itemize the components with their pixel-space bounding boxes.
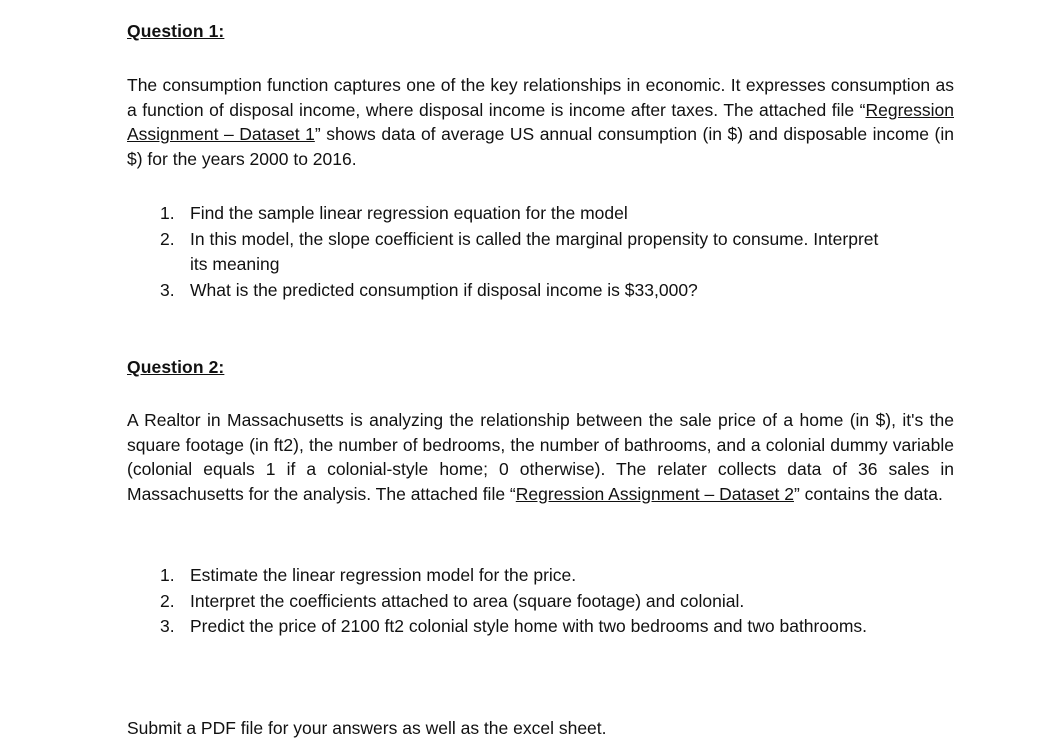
list-item-number: 3. (160, 279, 175, 300)
question-2-text-start: A Realtor in Massachusetts is analyzing the relationship between the sale price of a home (in $), it's the square footage (in ft2), the number of bedrooms, the number of bathrooms, and a colonial dummy variable (colonial equals 1 if a colonial-style home; 0 otherwise). The relater collects data of 36 sales in Massachusetts for the analysis. The attached file “ (127, 410, 954, 504)
list-item-text: What is the predicted consumption if disposal income is $33,000? (190, 279, 698, 300)
list-item-number: 2. (160, 590, 175, 611)
list-item-number: 1. (160, 565, 175, 585)
question-2-list (127, 563, 887, 640)
question-1-text-start: The consumption function captures one of the key relationships in economic. It expresses consumption as a function of disposal income, where disposal income is income after taxes. The attached file “ (127, 75, 954, 120)
question-1-list (127, 201, 887, 303)
question-1-paragraph (127, 73, 954, 171)
question-2-text-end: ” contains the data. (793, 483, 943, 504)
submission-instructions: Submit a PDF file for your answers as well as the excel sheet. (127, 718, 607, 738)
list-item-text: Find the sample linear regression equation for the model (190, 203, 628, 223)
list-item (127, 278, 887, 304)
list-item (127, 201, 887, 227)
list-item (127, 614, 887, 640)
question-2-paragraph (127, 408, 954, 506)
list-item-text: Predict the price of 2100 ft2 colonial style home with two bedrooms and two bathrooms. (190, 616, 868, 636)
list-item-text: Estimate the linear regression model for the price. (190, 565, 577, 585)
question-2-heading: Question 2: (127, 357, 225, 377)
question-1-text-end: ” shows data of average US annual consumption (in $) and disposable income (in $) for the years 2000 to 2016. (127, 124, 954, 169)
list-item-number: 3. (160, 616, 175, 636)
list-item (127, 589, 887, 615)
list-item-text: Interpret the coefficients attached to area (square footage) and colonial. (190, 590, 745, 611)
question-1-heading: Question 1: (127, 21, 225, 41)
list-item (127, 227, 887, 278)
dataset-1-link[interactable]: Regression Assignment – Dataset 1 (127, 99, 954, 144)
list-item (127, 563, 887, 589)
list-item-number: 2. (160, 228, 175, 249)
list-item-number: 1. (160, 203, 175, 223)
list-item-text: In this model, the slope coefficient is called the marginal propensity to consume. Interpret its meaning (190, 228, 879, 274)
dataset-2-link[interactable]: Regression Assignment – Dataset 2 (515, 483, 794, 504)
